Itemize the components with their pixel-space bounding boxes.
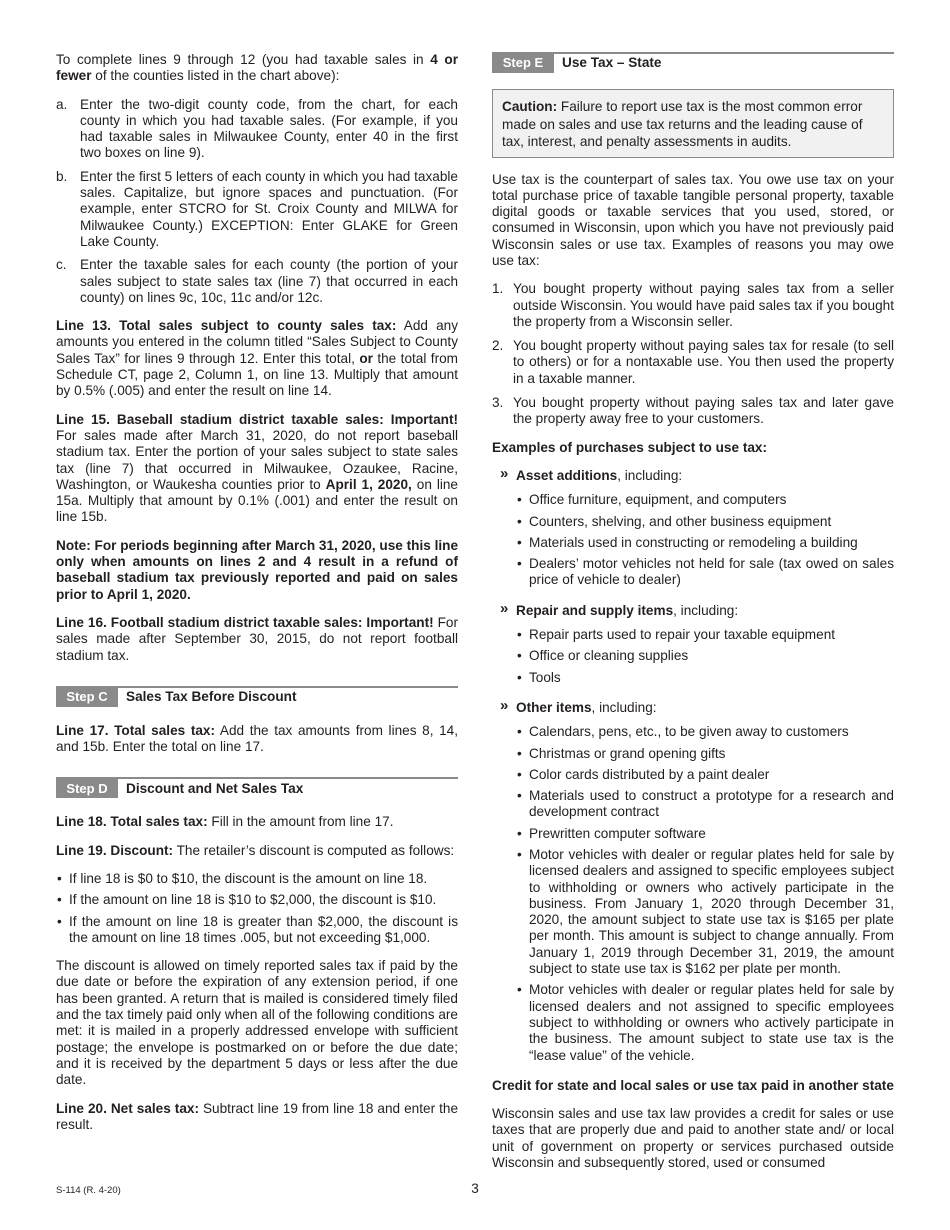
list-item: • Counters, shelving, and other business equipment [516, 514, 894, 530]
list-item: • Materials used to construct a prototype for a research and development contract [516, 788, 894, 821]
list-item: • Repair parts used to repair your taxable equipment [516, 627, 894, 643]
list-item: 2. You bought property without paying sales tax for resale (to sell to others) or for a nontaxable use. You then used the property in a taxable manner. [492, 338, 894, 386]
intro-paragraph: To complete lines 9 through 12 (you had taxable sales in 4 or fewer of the counties listed in the chart above): [56, 52, 458, 84]
step-tag: Step E [492, 54, 554, 73]
examples-heading: Examples of purchases subject to use tax: [492, 439, 767, 455]
list-item: • Materials used in constructing or remodeling a building [516, 535, 894, 551]
asset-additions-list [516, 492, 894, 588]
step-c-header [56, 686, 458, 707]
credit-heading: Credit for state and local sales or use tax paid in another state [492, 1077, 894, 1093]
other-items-list [516, 724, 894, 1064]
list-item: 1. You bought property without paying sales tax from a seller outside Wisconsin. You would have paid sales tax if you bought the property from a Wisconsin seller. [492, 281, 894, 329]
right-column [492, 52, 894, 1183]
step-title: Sales Tax Before Discount [126, 689, 297, 705]
list-item: 3. You bought property without paying sales tax and later gave the property away free to your customers. [492, 395, 894, 427]
list-item: • Color cards distributed by a paint dealer [516, 767, 894, 783]
step-tag: Step D [56, 779, 118, 798]
repair-supply-list [516, 627, 894, 686]
discount-list [56, 871, 458, 946]
list-item: • Dealers’ motor vehicles not held for sale (tax owed on sales price of vehicle to dealer) [516, 556, 894, 589]
list-item: • If line 18 is $0 to $10, the discount is the amount on line 18. [56, 871, 458, 887]
list-item: • Office or cleaning supplies [516, 648, 894, 664]
line17-paragraph: Line 17. Total sales tax: Add the tax amounts from lines 8, 14, and 15b. Enter the total on line 17. [56, 722, 458, 755]
step-title: Use Tax – State [562, 55, 662, 71]
line16-paragraph: Line 16. Football stadium district taxable sales: Important! For sales made after September 30, 2015, do not report football stadium tax. [56, 614, 458, 663]
line13-paragraph: Line 13. Total sales subject to county sales tax: Add any amounts you entered in the column titled “Sales Subject to County Sales Tax” for lines 9 through 12. Enter this total, or the total from Schedule CT, page 2, Column 1, on line 13. Multiply that amount by 0.5% (.005) and enter the result on line 14. [56, 318, 458, 399]
list-item: • If the amount on line 18 is greater than $2,000, the discount is the amount on line 18 times .005, but not exceeding $1,000. [56, 914, 458, 947]
left-column [56, 52, 458, 1145]
reasons-list [492, 281, 894, 427]
line15-paragraph: Line 15. Baseball stadium district taxable sales: Important! For sales made after March 31, 2020, do not report baseball stadium tax. Enter the portion of your sales subject to state sales tax (line 7) that occurred in Milwaukee, Ozaukee, Racine, Washington, or Waukesha counties prior to April 1, 2020, on line 15a. Multiply that amount by 0.1% (.001) and enter the result on line 15b. [56, 411, 458, 525]
chevron-right-icon: » [500, 464, 509, 482]
group-heading-asset-additions: » Asset additions, including: [500, 464, 683, 483]
step-d-header [56, 777, 458, 798]
line18-paragraph: Line 18. Total sales tax: Fill in the amount from line 17. [56, 814, 394, 830]
line19-paragraph: Line 19. Discount: The retailer’s discount is computed as follows: [56, 842, 455, 858]
list-item: c. Enter the taxable sales for each county (the portion of your sales subject to state sales tax (line 7) that occurred in each county) on lines 9c, 10c, 11c and/or 12c. [56, 257, 458, 305]
line20-paragraph: Line 20. Net sales tax: Subtract line 19 from line 18 and enter the result. [56, 1100, 458, 1132]
step-tag: Step C [56, 688, 118, 707]
list-item: b. Enter the first 5 letters of each county in which you had taxable sales. Capitalize, but ignore spaces and punctuation. (For example, enter STCRO for St. Croix County and MILWA for Milwaukee County.) EXCEPTION: Enter GLAKE for Green Lake County. [56, 168, 458, 249]
note-paragraph: Note: For periods beginning after March 31, 2020, use this line only when amounts on lines 2 and 4 result in a refund of baseball stadium tax previously reported and paid on sales prior to April 1, 2020. [56, 537, 458, 602]
list-item: • If the amount on line 18 is $10 to $2,000, the discount is $10. [56, 892, 458, 908]
use-tax-paragraph: Use tax is the counterpart of sales tax. You owe use tax on your total purchase price of taxable tangible personal property, taxable digital goods or taxable services that you used, stored, or consumed in Wisconsin, upon which you have not previously paid Wisconsin sales or use tax. Examples of reasons you may owe use tax: [492, 171, 894, 268]
step-title: Discount and Net Sales Tax [126, 780, 304, 796]
list-item: • Christmas or grand opening gifts [516, 746, 894, 762]
list-item: • Tools [516, 670, 894, 686]
discount-paragraph: The discount is allowed on timely reported sales tax if paid by the due date or before the expiration of any extension period, if one has been granted. A return that is mailed is considered timely filed and the tax timely paid only when all of the following conditions are met: it is mailed in a properly addressed envelope with sufficient postage; the envelope is postmarked on or before the due date; and it is received by the department 5 days or less after the due date. [56, 958, 458, 1088]
chevron-right-icon: » [500, 696, 509, 714]
caution-box: Caution: Failure to report use tax is the most common error made on sales and use tax returns and the leading cause of tax, interest, and penalty assessments in audits. [492, 89, 894, 158]
list-item: a. Enter the two-digit county code, from the chart, for each county in which you had taxable sales. (For example, if you had taxable sales in Milwaukee County, enter 40 in the first two boxes on line 9). [56, 96, 458, 161]
list-item: • Office furniture, equipment, and computers [516, 492, 894, 508]
list-item: • Motor vehicles with dealer or regular plates held for sale by licensed dealers and not assigned to specific employees subject to withholding or owners who actively participate in the business. The amount subject to state use tax is the “lease value” of the vehicle. [516, 982, 894, 1063]
page-number: 3 [471, 1181, 479, 1196]
county-instructions-list [56, 97, 458, 307]
list-item: • Prewritten computer software [516, 826, 894, 842]
step-e-header [492, 52, 894, 73]
credit-paragraph: Wisconsin sales and use tax law provides a credit for sales or use taxes that are properly due and paid to another state and/ or local unit of government on property or services purchased outside Wisconsin and subsequently stored, used or consumed [492, 1106, 894, 1171]
chevron-right-icon: » [500, 599, 509, 617]
form-id: S-114 (R. 4-20) [56, 1185, 121, 1196]
list-item: • Calendars, pens, etc., to be given away to customers [516, 724, 894, 740]
list-item: • Motor vehicles with dealer or regular plates held for sale by licensed dealers and assigned to specific employees subject to withholding or owners who actively participate in the business. From January 1, 2020 through December 31, 2020, the amount subject to state use tax is $165 per plate per month. This amount is subject to change annually. From January 1, 2019 through December 31, 2019, the amount subject to state use tax is $162 per plate per month. [516, 847, 894, 977]
group-heading-repair-supply: » Repair and supply items, including: [500, 599, 739, 618]
group-heading-other-items: » Other items, including: [500, 696, 657, 715]
